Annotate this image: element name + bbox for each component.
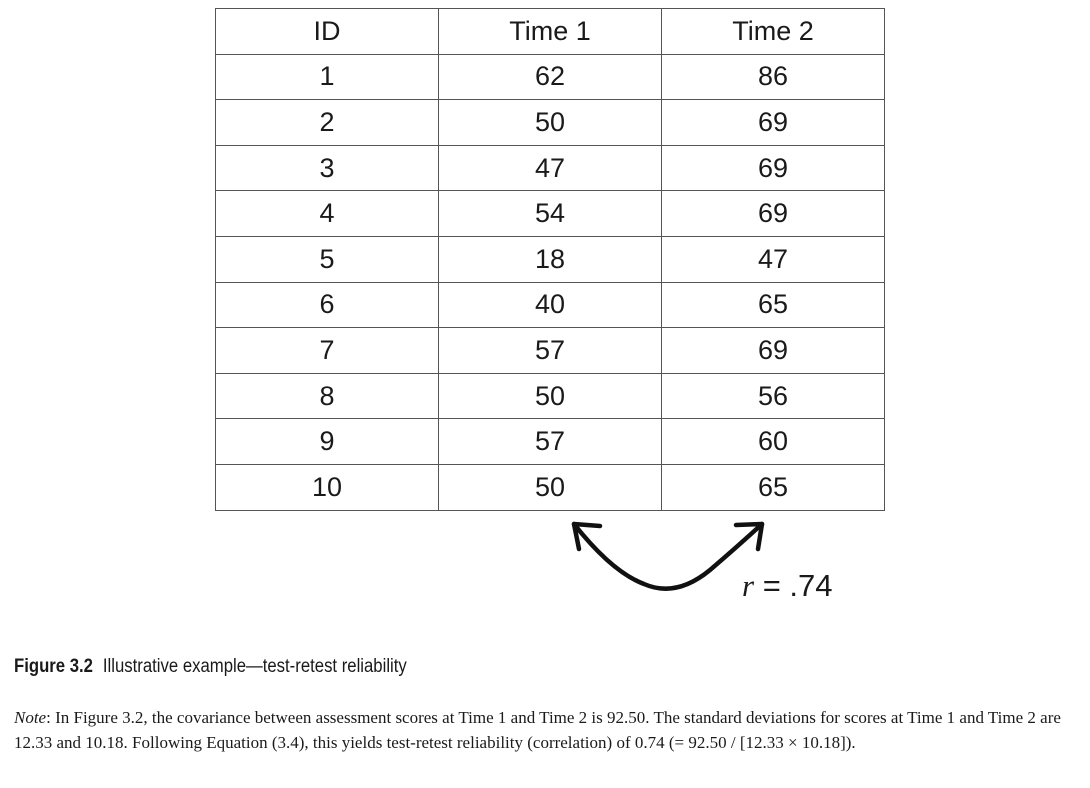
cell-time-2: 65 <box>662 282 885 328</box>
cell-time-2: 69 <box>662 145 885 191</box>
cell-time-1: 50 <box>439 100 662 146</box>
table-header-row <box>216 9 885 55</box>
cell-time-1: 50 <box>439 464 662 510</box>
table-row <box>216 464 885 510</box>
column-header-time-1: Time 1 <box>439 9 662 55</box>
table-row <box>216 191 885 237</box>
table-row <box>216 236 885 282</box>
table-row <box>216 145 885 191</box>
cell-time-1: 18 <box>439 236 662 282</box>
reliability-table <box>215 8 885 511</box>
cell-time-2: 56 <box>662 373 885 419</box>
cell-time-2: 47 <box>662 236 885 282</box>
correlation-label <box>742 568 833 604</box>
cell-time-1: 50 <box>439 373 662 419</box>
cell-id: 1 <box>216 54 439 100</box>
cell-id: 8 <box>216 373 439 419</box>
table-row <box>216 54 885 100</box>
cell-time-2: 69 <box>662 100 885 146</box>
cell-id: 7 <box>216 328 439 374</box>
table-row <box>216 282 885 328</box>
figure-title: Illustrative example—test-retest reliability <box>102 656 407 677</box>
cell-time-2: 60 <box>662 419 885 465</box>
cell-time-2: 65 <box>662 464 885 510</box>
figure-number: Figure 3.2 <box>14 656 93 677</box>
note-label: Note <box>14 708 47 727</box>
table-row <box>216 419 885 465</box>
cell-time-2: 69 <box>662 328 885 374</box>
note-text: : In Figure 3.2, the covariance between assessment scores at Time 1 and Time 2 is 92.50. The standard deviations for scores at Time 1 and Time 2 are 12.33 and 10.18. Following Equation (3.4), this yields test-retest reliability (correlation) of 0.74 (= 92.50 / [12.33 × 10.18]). <box>14 708 1061 752</box>
cell-id: 5 <box>216 236 439 282</box>
cell-time-1: 62 <box>439 54 662 100</box>
figure-caption <box>14 656 407 678</box>
cell-id: 9 <box>216 419 439 465</box>
cell-time-1: 57 <box>439 419 662 465</box>
cell-time-1: 57 <box>439 328 662 374</box>
table-row <box>216 373 885 419</box>
correlation-symbol: r <box>742 568 755 603</box>
table-row <box>216 100 885 146</box>
cell-id: 10 <box>216 464 439 510</box>
cell-time-1: 47 <box>439 145 662 191</box>
column-header-time-2: Time 2 <box>662 9 885 55</box>
cell-time-2: 86 <box>662 54 885 100</box>
cell-time-1: 40 <box>439 282 662 328</box>
cell-id: 6 <box>216 282 439 328</box>
cell-time-1: 54 <box>439 191 662 237</box>
cell-time-2: 69 <box>662 191 885 237</box>
figure-note <box>14 706 1086 755</box>
cell-id: 4 <box>216 191 439 237</box>
correlation-value: = .74 <box>754 568 833 603</box>
table-row <box>216 328 885 374</box>
cell-id: 3 <box>216 145 439 191</box>
column-header-id: ID <box>216 9 439 55</box>
cell-id: 2 <box>216 100 439 146</box>
